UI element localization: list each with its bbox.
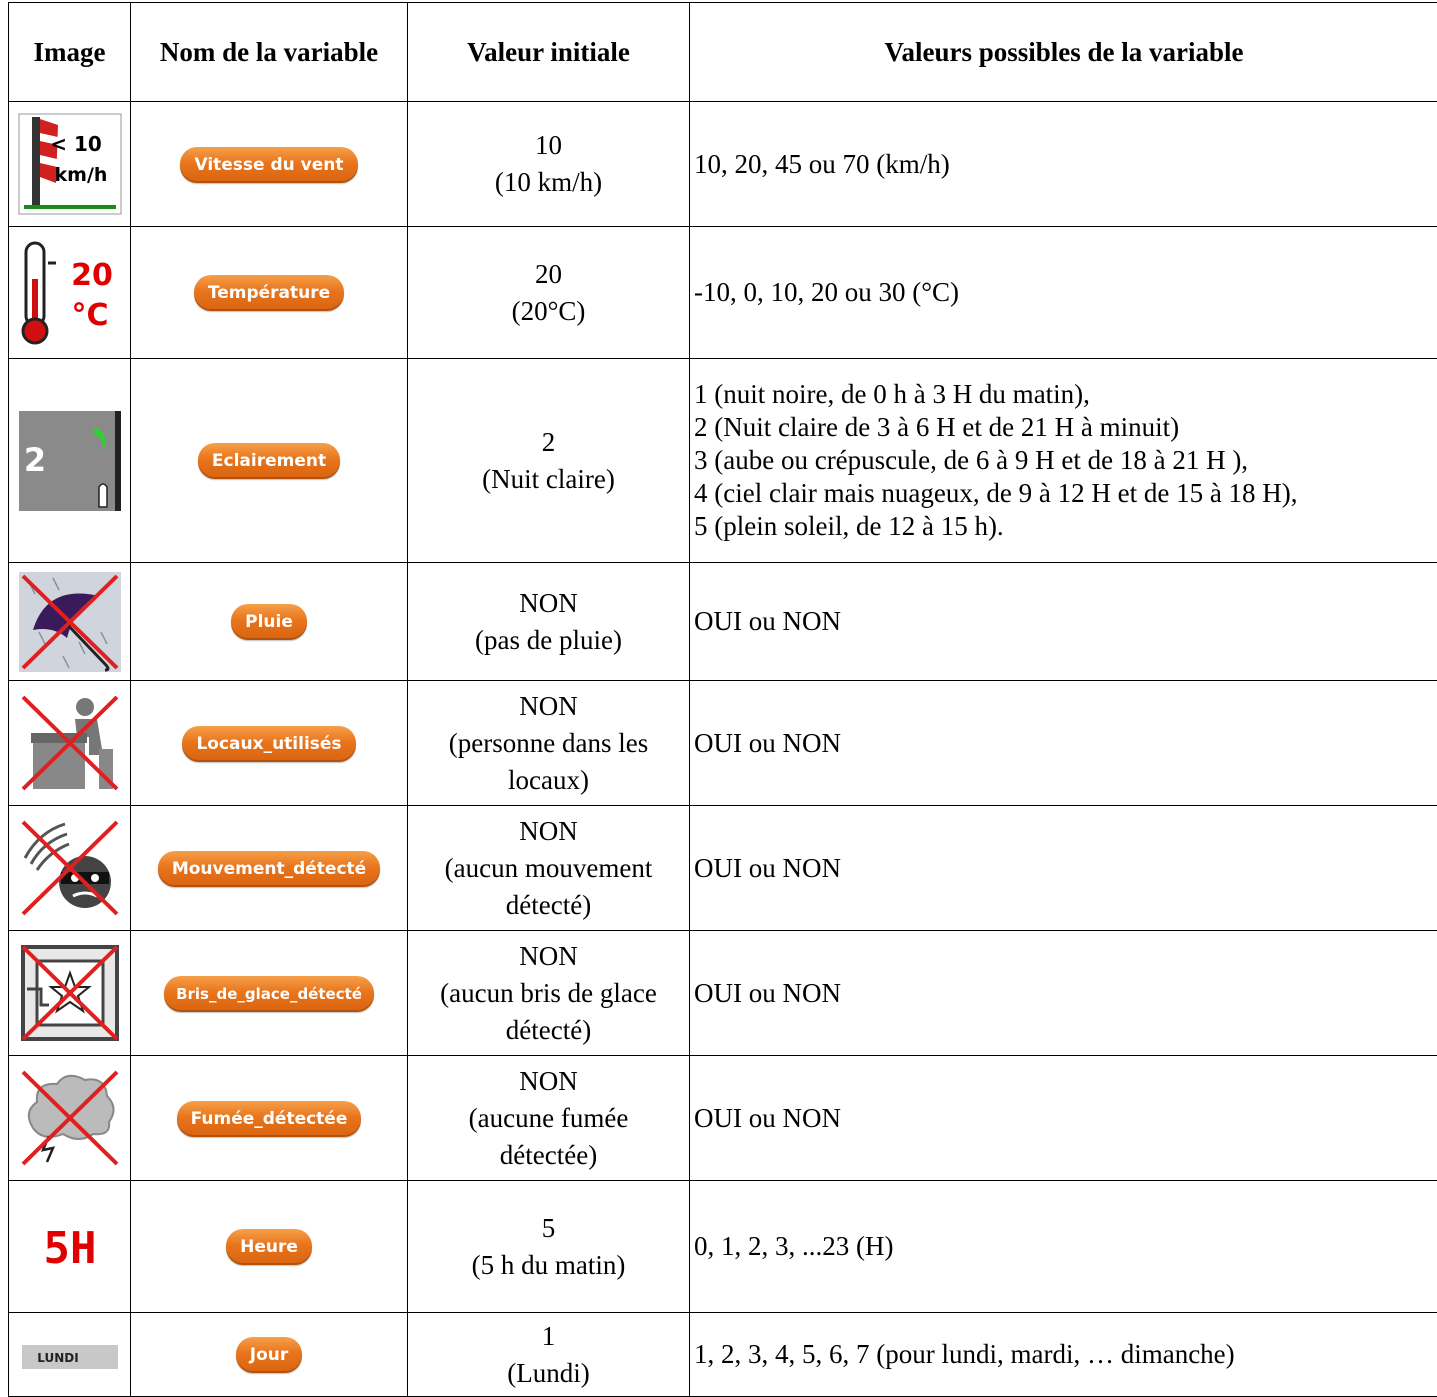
windsock-label-bottom: km/h bbox=[54, 164, 107, 186]
initial-cell bbox=[408, 359, 690, 563]
possible-cell bbox=[690, 1313, 1437, 1397]
variable-fumee-detectee[interactable]: Fumée_détectée bbox=[177, 1101, 362, 1137]
initial-note: (aucun mouvement bbox=[412, 850, 685, 887]
header-initial: Valeur initiale bbox=[408, 3, 690, 102]
table-row bbox=[9, 227, 1437, 359]
initial-value: 1 bbox=[412, 1318, 685, 1355]
lighting-level-value: 2 bbox=[23, 441, 45, 479]
initial-note: détecté) bbox=[412, 887, 685, 924]
possible-line: 1, 2, 3, 4, 5, 6, 7 (pour lundi, mardi, … dimanche) bbox=[694, 1338, 1434, 1371]
initial-value: NON bbox=[412, 1063, 685, 1100]
variable-bris-de-glace-detecte[interactable]: Bris_de_glace_détecté bbox=[164, 976, 374, 1012]
table-row bbox=[9, 681, 1437, 806]
initial-value: NON bbox=[412, 813, 685, 850]
image-cell bbox=[9, 359, 131, 563]
table-row bbox=[9, 931, 1437, 1056]
possible-cell bbox=[690, 681, 1437, 806]
initial-note: (Lundi) bbox=[412, 1355, 685, 1392]
header-name: Nom de la variable bbox=[131, 3, 408, 102]
empty-office-icon bbox=[19, 693, 121, 793]
initial-note: (10 km/h) bbox=[412, 164, 685, 201]
initial-value: NON bbox=[412, 585, 685, 622]
image-cell bbox=[9, 931, 131, 1056]
possible-line: 10, 20, 45 ou 70 (km/h) bbox=[694, 148, 1434, 181]
table-row bbox=[9, 563, 1437, 681]
possible-line: OUI ou NON bbox=[694, 727, 1434, 760]
windsock-icon bbox=[18, 113, 122, 215]
initial-note: locaux) bbox=[412, 762, 685, 799]
possible-cell bbox=[690, 359, 1437, 563]
initial-cell bbox=[408, 681, 690, 806]
name-cell bbox=[131, 1313, 408, 1397]
possible-cell bbox=[690, 1056, 1437, 1181]
possible-cell bbox=[690, 931, 1437, 1056]
initial-note: (aucune fumée bbox=[412, 1100, 685, 1137]
no-smoke-icon bbox=[19, 1068, 121, 1168]
variables-table bbox=[8, 2, 1437, 1397]
initial-cell bbox=[408, 227, 690, 359]
initial-value: 2 bbox=[412, 424, 685, 461]
initial-note: (personne dans les bbox=[412, 725, 685, 762]
initial-cell bbox=[408, 563, 690, 681]
variable-mouvement-detecte[interactable]: Mouvement_détecté bbox=[158, 851, 380, 887]
name-cell bbox=[131, 102, 408, 227]
variable-locaux-utilises[interactable]: Locaux_utilisés bbox=[182, 726, 355, 762]
header-possible: Valeurs possibles de la variable bbox=[690, 3, 1437, 102]
table-row bbox=[9, 1056, 1437, 1181]
variable-eclairement[interactable]: Eclairement bbox=[198, 443, 340, 479]
header-row bbox=[9, 3, 1437, 102]
possible-line: OUI ou NON bbox=[694, 852, 1434, 885]
no-rain-umbrella-icon bbox=[19, 572, 121, 672]
variable-jour[interactable]: Jour bbox=[236, 1337, 303, 1373]
no-motion-burglar-icon bbox=[19, 818, 121, 918]
table-row bbox=[9, 1313, 1437, 1397]
image-cell bbox=[9, 227, 131, 359]
initial-cell bbox=[408, 1313, 690, 1397]
windsock-label-top: < 10 bbox=[50, 132, 102, 156]
initial-value: 5 bbox=[412, 1210, 685, 1247]
initial-value: 10 bbox=[412, 127, 685, 164]
hour-display-icon bbox=[18, 1217, 122, 1277]
possible-line: 1 (nuit noire, de 0 h à 3 H du matin), bbox=[694, 378, 1434, 411]
name-cell bbox=[131, 359, 408, 563]
possible-cell bbox=[690, 806, 1437, 931]
hour-display-value: 5H bbox=[43, 1223, 96, 1274]
initial-note: (5 h du matin) bbox=[412, 1247, 685, 1284]
possible-cell bbox=[690, 227, 1437, 359]
image-cell bbox=[9, 681, 131, 806]
possible-cell bbox=[690, 563, 1437, 681]
initial-note: (pas de pluie) bbox=[412, 622, 685, 659]
name-cell bbox=[131, 806, 408, 931]
image-cell bbox=[9, 1056, 131, 1181]
initial-cell bbox=[408, 931, 690, 1056]
no-glass-break-icon bbox=[19, 943, 121, 1043]
image-cell bbox=[9, 1181, 131, 1313]
variable-heure[interactable]: Heure bbox=[226, 1229, 312, 1265]
name-cell bbox=[131, 1181, 408, 1313]
possible-cell bbox=[690, 1181, 1437, 1313]
name-cell bbox=[131, 931, 408, 1056]
initial-value: NON bbox=[412, 938, 685, 975]
image-cell bbox=[9, 102, 131, 227]
possible-line: OUI ou NON bbox=[694, 977, 1434, 1010]
table-row bbox=[9, 359, 1437, 563]
possible-line: OUI ou NON bbox=[694, 1102, 1434, 1135]
name-cell bbox=[131, 563, 408, 681]
possible-line: 2 (Nuit claire de 3 à 6 H et de 21 H à minuit) bbox=[694, 411, 1434, 444]
initial-note: détectée) bbox=[412, 1137, 685, 1174]
possible-line: 4 (ciel clair mais nuageux, de 9 à 12 H et de 15 à 18 H), bbox=[694, 477, 1434, 510]
image-cell bbox=[9, 563, 131, 681]
name-cell bbox=[131, 227, 408, 359]
header-image: Image bbox=[9, 3, 131, 102]
name-cell bbox=[131, 1056, 408, 1181]
thermometer-icon bbox=[18, 239, 122, 347]
table-row bbox=[9, 1181, 1437, 1313]
possible-line: 5 (plein soleil, de 12 à 15 h). bbox=[694, 510, 1434, 543]
possible-line: 0, 1, 2, 3, ...23 (H) bbox=[694, 1230, 1434, 1263]
name-cell bbox=[131, 681, 408, 806]
possible-cell bbox=[690, 102, 1437, 227]
lighting-level-icon bbox=[19, 411, 121, 511]
variable-temperature[interactable]: Température bbox=[194, 275, 344, 311]
thermometer-value: 20 bbox=[71, 258, 113, 293]
initial-cell bbox=[408, 102, 690, 227]
day-display-value: LUNDI bbox=[37, 1351, 78, 1365]
variable-pluie[interactable]: Pluie bbox=[231, 604, 307, 640]
initial-note: (aucun bris de glace bbox=[412, 975, 685, 1012]
image-cell bbox=[9, 1313, 131, 1397]
image-cell bbox=[9, 806, 131, 931]
initial-value: NON bbox=[412, 688, 685, 725]
initial-value: 20 bbox=[412, 256, 685, 293]
table-row bbox=[9, 806, 1437, 931]
initial-cell bbox=[408, 1056, 690, 1181]
initial-cell bbox=[408, 806, 690, 931]
possible-line: 3 (aube ou crépuscule, de 6 à 9 H et de 18 à 21 H ), bbox=[694, 444, 1434, 477]
initial-cell bbox=[408, 1181, 690, 1313]
table-row bbox=[9, 102, 1437, 227]
initial-note: détecté) bbox=[412, 1012, 685, 1049]
variable-vitesse-du-vent[interactable]: Vitesse du vent bbox=[180, 147, 357, 183]
initial-note: (20°C) bbox=[412, 293, 685, 330]
possible-line: OUI ou NON bbox=[694, 605, 1434, 638]
thermometer-unit: °C bbox=[71, 298, 108, 333]
initial-note: (Nuit claire) bbox=[412, 461, 685, 498]
possible-line: -10, 0, 10, 20 ou 30 (°C) bbox=[694, 276, 1434, 309]
